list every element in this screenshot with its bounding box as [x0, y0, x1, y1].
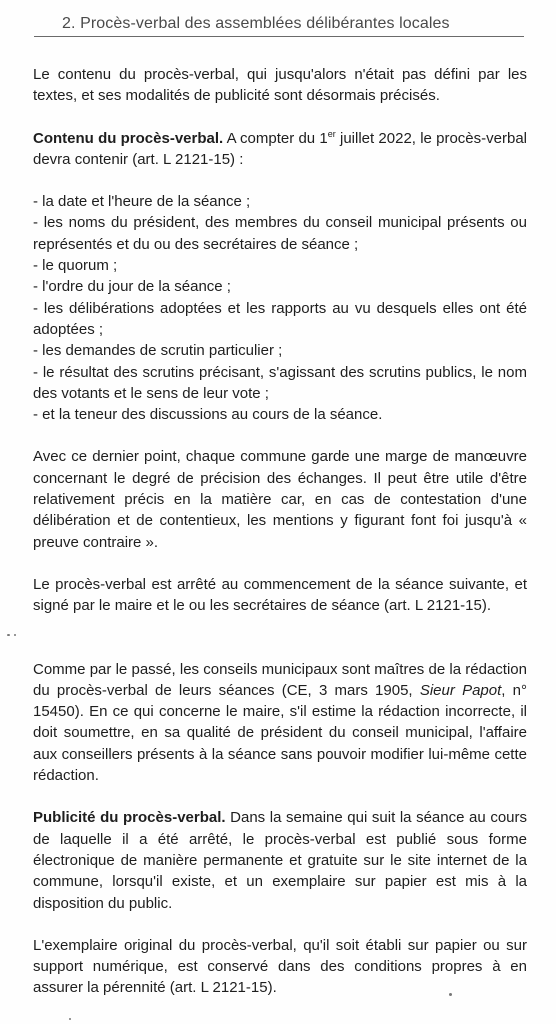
scan-speck — [14, 634, 16, 636]
list-item: - et la teneur des discussions au cours de la séance. — [33, 406, 383, 424]
paragraph-intro: Le contenu du procès-verbal, qui jusqu'alors n'était pas défini par les textes, et ses modalités de publicité sont désormais précisés. — [33, 66, 527, 105]
paragraph-redaction — [33, 659, 527, 787]
section-heading — [34, 14, 524, 37]
contenu-list — [33, 191, 527, 425]
list-item: - les demandes de scrutin particulier ; — [33, 342, 283, 360]
list-item: - la date et l'heure de la séance ; — [33, 193, 251, 211]
paragraph-publicite — [33, 807, 527, 913]
list-item: - l'ordre du jour de la séance ; — [33, 278, 231, 296]
document-body — [33, 64, 527, 1020]
blank-gap — [33, 638, 527, 659]
redaction-case-name: Sieur Papot — [419, 681, 502, 699]
publicite-text: Dans la semaine qui suit la séance au cours de laquelle il a été arrêté, le procès-verbal est publié sous forme électronique de manière permanente et gratuite sur le site internet de la commune, lorsqu'il existe, et un exemplaire sur papier est mis à la disposition du public. — [33, 809, 527, 912]
list-item: - les délibérations adoptées et les rapports au vu desquels elles ont été adoptées ; — [33, 299, 527, 338]
list-item: - le quorum ; — [33, 257, 118, 275]
contenu-text-b: juillet 2022, le procès-verbal devra contenir (art. L 2121-15) : — [33, 129, 527, 168]
scan-speck — [449, 993, 452, 996]
paragraph-contenu — [33, 128, 527, 171]
list-item: - les noms du président, des membres du conseil municipal présents ou représentés et du ou des secrétaires de séance ; — [33, 214, 527, 253]
contenu-lead: Contenu du procès-verbal. — [33, 129, 224, 147]
section-title: Procès-verbal des assemblées délibérantes locales — [80, 15, 450, 32]
section-number: 2. — [62, 15, 76, 32]
paragraph-arrete: Le procès-verbal est arrêté au commencement de la séance suivante, et signé par le maire et le ou les secrétaires de séance (art. L 2121-15). — [33, 575, 527, 615]
paragraph-marge: Avec ce dernier point, chaque commune garde une marge de manœuvre concernant le degré de précision des échanges. Il peut être utile d'être relativement précis en la matière car, en cas de contestation d'une délibération et de contentieux, les mentions y figurant font foi jusqu'à « preuve contraire ». — [33, 448, 527, 551]
scan-speck — [69, 1018, 71, 1020]
redaction-text-a: Comme par le passé, les conseils municipaux sont maîtres de la rédaction du procès-verbal de leurs séances (CE, 3 mars 1905, — [33, 660, 527, 699]
scan-speck — [7, 634, 10, 636]
list-item: - le résultat des scrutins précisant, s'agissant des scrutins publics, le nom des votants et le sens de leur vote ; — [33, 363, 527, 402]
contenu-superscript: er — [327, 128, 336, 139]
publicite-lead: Publicité du procès-verbal. — [33, 809, 226, 827]
contenu-text-a: A compter du 1 — [223, 129, 328, 147]
redaction-text-b: , n° 15450). En ce qui concerne le maire, s'il estime la rédaction incorrecte, il doit soumettre, en sa qualité de président du conseil municipal, l'affaire aux conseillers présents à la séance sans pouvoir modifier lui-même cette rédaction. — [33, 681, 527, 785]
paragraph-original: L'exemplaire original du procès-verbal, qu'il soit établi sur papier ou sur support numérique, est conservé dans des conditions propres à en assurer la pérennité (art. L 2121-15). — [33, 936, 527, 997]
